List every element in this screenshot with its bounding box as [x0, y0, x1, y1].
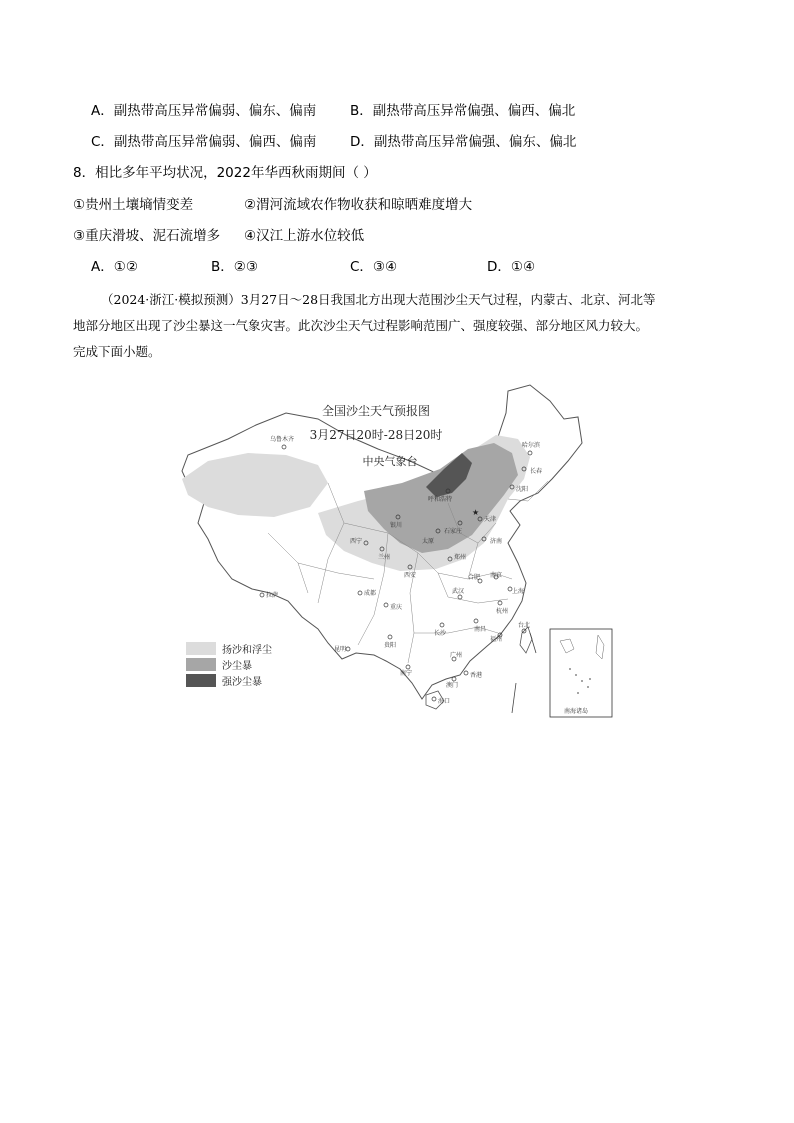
city-label: 银川 [390, 522, 403, 529]
city-label: 兰州 [378, 554, 391, 561]
map-legend [186, 642, 272, 688]
q8-statement-4: ④汉江上游水位较低 [244, 228, 365, 244]
city-label: 台北 [518, 622, 531, 629]
legend-label-storm: 沙尘暴 [222, 661, 252, 672]
city-label: 南昌 [474, 626, 487, 633]
city-label: 太原 [422, 538, 435, 545]
city-label: 杭州 [496, 608, 509, 615]
city-label: 海口 [438, 698, 451, 705]
city-label: 长沙 [434, 630, 447, 637]
legend-label-light: 扬沙和浮尘 [222, 645, 272, 656]
city-label: 贵阳 [384, 642, 397, 649]
city-label: 广州 [450, 652, 463, 659]
city-label: 西安 [404, 572, 417, 579]
city-label: 长春 [530, 468, 543, 475]
passage-line-1: （2024·浙江·模拟预测）3月27日～28日我国北方出现大范围沙尘天气过程，内蒙古、北京、河北等 [101, 292, 656, 307]
city-label: 重庆 [390, 604, 403, 611]
city-label: 南京 [490, 572, 503, 579]
map-source: 中央气象台 [362, 455, 418, 468]
passage-line-3: 完成下面小题。 [73, 344, 161, 359]
city-label: 天津 [484, 516, 497, 523]
legend-swatch-strong [186, 674, 216, 687]
passage-line-2: 地部分地区出现了沙尘暴这一气象灾害。此次沙尘天气过程影响范围广、强度较强、部分地区风力较大。 [73, 318, 649, 333]
city-label: 澳门 [446, 682, 459, 689]
q7-option-a: A．副热带高压异常偏弱、偏东、偏南 [91, 103, 317, 119]
city-label: 拉萨 [266, 592, 279, 599]
passage [73, 287, 733, 365]
city-label: 福州 [490, 636, 503, 643]
q8-option-d: D．①④ [487, 259, 536, 275]
city-label: 西宁 [350, 538, 363, 545]
map-title: 全国沙尘天气预报图 [321, 404, 431, 418]
city-label: 武汉 [452, 588, 465, 595]
legend-swatch-storm [186, 658, 216, 671]
city-label: 沈阳 [516, 486, 529, 493]
city-label: 乌鲁木齐 [270, 436, 295, 443]
city-label: 香港 [470, 672, 483, 679]
city-label: 郑州 [454, 554, 467, 561]
legend-label-strong: 强沙尘暴 [222, 677, 262, 688]
q7-option-d: D．副热带高压异常偏强、偏东、偏北 [350, 134, 577, 150]
south-sea-inset [550, 629, 612, 717]
beijing-star-icon: ★ [472, 508, 480, 517]
city-label: 哈尔滨 [522, 442, 541, 449]
city-label: 呼和浩特 [428, 496, 453, 503]
city-label: 合肥 [468, 574, 481, 581]
city-label: 上海 [512, 588, 525, 595]
city-label: 济南 [490, 538, 503, 545]
map-time: 3月27日20时-28日20时 [309, 428, 443, 442]
q8-stem: 8．相比多年平均状况，2022年华西秋雨期间（ ） [73, 165, 377, 181]
q8-statement-2: ②渭河流域农作物收获和晾晒难度增大 [244, 197, 473, 213]
q8-option-b: B．②③ [211, 259, 258, 275]
inset-label: 南海诸岛 [564, 708, 589, 715]
dust-forecast-map [178, 383, 618, 723]
q8-statement-1: ①贵州土壤墒情变差 [73, 197, 194, 213]
city-label: 成都 [364, 590, 377, 597]
q7-option-c: C．副热带高压异常偏弱、偏西、偏南 [91, 134, 317, 150]
legend-swatch-light [186, 642, 216, 655]
q8-option-c: C．③④ [350, 259, 398, 275]
city-label: 石家庄 [444, 528, 463, 535]
q7-option-b: B．副热带高压异常偏强、偏西、偏北 [350, 103, 576, 119]
city-label: 南宁 [400, 670, 413, 677]
q8-statement-3: ③重庆滑坡、泥石流增多 [73, 228, 221, 244]
q8-option-a: A．①② [91, 259, 138, 275]
city-label: 昆明 [334, 646, 347, 653]
